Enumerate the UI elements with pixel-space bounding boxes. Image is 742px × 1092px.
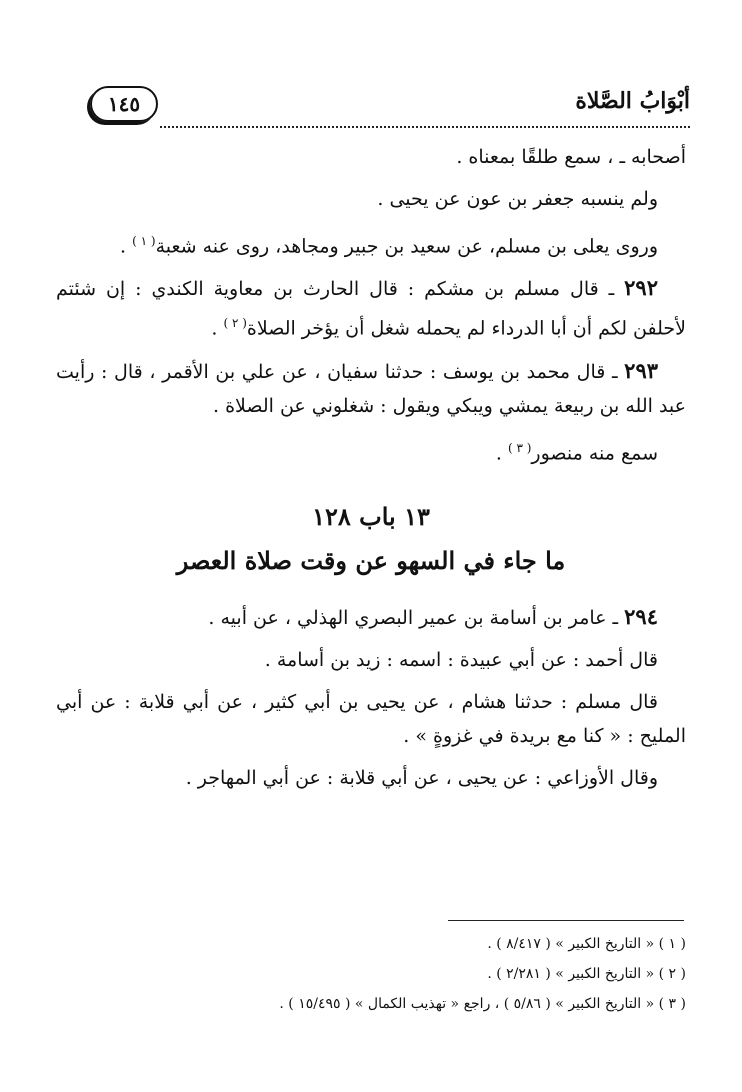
paragraph: قال مسلم : حدثنا هشام ، عن يحيى بن أبي كثير ، عن أبي قلابة : عن أبي المليح : « كنا مع بريدة في غزوةٍ » . — [56, 690, 686, 747]
footnote-ref: ( ١ ) — [132, 234, 156, 248]
entry-number: ٢٩٢ — [624, 275, 658, 301]
paragraph: أصحابه ـ ، سمع طلقًا بمعناه . — [456, 146, 686, 168]
page-header — [90, 84, 690, 128]
entry-number: ٢٩٣ — [624, 357, 659, 383]
section-title: أبْوَابُ الصَّلاة — [575, 88, 690, 114]
footnote: ( ٢ ) « التاريخ الكبير » ( ٢/٢٨١ ) . — [487, 966, 686, 982]
page-number-badge: ١٤٥ — [90, 86, 158, 122]
chapter-label: ١٣ باب ١٢٨ — [312, 501, 430, 531]
paragraph: وروى يعلى بن مسلم، عن سعيد بن جبير ومجاهد، روى عنه شعبة$^{( ١ )}$ . — [120, 234, 658, 258]
footnote: ( ١ ) « التاريخ الكبير » ( ٨/٤١٧ ) . — [487, 936, 686, 952]
entry-number: ٢٩٤ — [624, 603, 658, 629]
footnote: ( ٣ ) « التاريخ الكبير » ( ٥/٨٦ ) ، راجع « تهذيب الكمال » ( ١٥/٤٩٥ ) . — [279, 996, 686, 1012]
paragraph-293: ٢٩٣ ـ قال محمد بن يوسف : حدثنا سفيان ، عن علي بن الأقمر ، قال : رأيت عبد الله بن ربيعة يمشي ويبكي ويقول : شغلوني عن الصلاة . — [56, 357, 686, 417]
paragraph-292: ٢٩٢ ـ قال مسلم بن مشكم : قال الحارث بن معاوية الكندي : إن شئتم لأحلفن لكم أن أبا الدرداء لم يحمله شغل أن يؤخر الصلاة$^{( ٢ )}$ . — [56, 275, 686, 340]
footnotes — [56, 930, 686, 1020]
footnote-ref: ( ٢ ) — [223, 316, 247, 331]
paragraph: وقال الأوزاعي : عن يحيى ، عن أبي قلابة : عن أبي المهاجر . — [185, 766, 658, 789]
paragraph-294: ٢٩٤ ـ عامر بن أسامة بن عمير البصري الهذلي ، عن أبيه . — [208, 603, 658, 629]
header-divider — [160, 126, 690, 128]
paragraph: ولم ينسبه جعفر بن عون عن يحيى . — [377, 188, 658, 210]
main-text — [56, 140, 686, 803]
footnote-divider — [448, 920, 684, 921]
paragraph: سمع منه منصور$^{( ٣ )}$ . — [495, 440, 658, 464]
chapter-title: ما جاء في السهو عن وقت صلاة العصر — [176, 545, 566, 575]
paragraph: قال أحمد : عن أبي عبيدة : اسمه : زيد بن أسامة . — [264, 648, 658, 671]
footnote-ref: ( ٣ ) — [507, 440, 532, 455]
